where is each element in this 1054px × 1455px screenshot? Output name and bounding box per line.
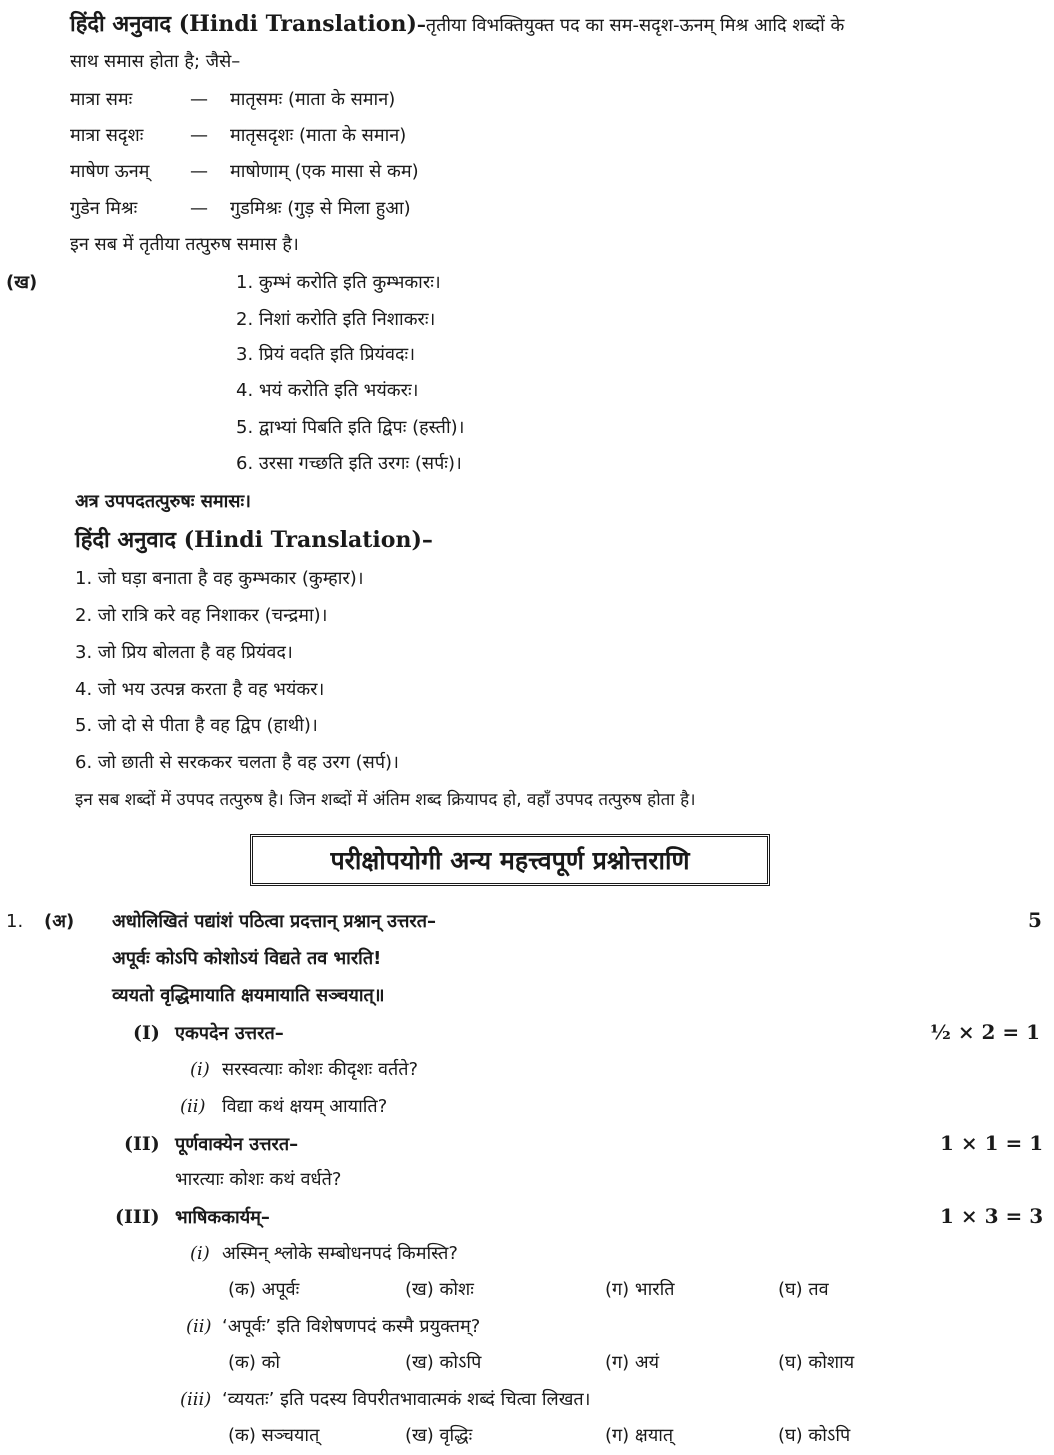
verse-line-2: व्ययतो वृद्धिमायाति क्षयमायाति सञ्चयात्॥ bbox=[112, 985, 385, 1006]
option bbox=[778, 1277, 829, 1301]
sub-question-text: विद्या कथं क्षयम् आयाति? bbox=[222, 1096, 388, 1117]
list-item: 6. जो छाती से सरककर चलता है वह उरग (सर्प)। bbox=[75, 752, 399, 773]
sub-question-number: (ii) bbox=[186, 1316, 212, 1337]
list-item: 6. उरसा गच्छति इति उरगः (सर्पः)। bbox=[236, 453, 462, 474]
list-item: 5. जो दो से पीता है वह द्विप (हाथी)। bbox=[75, 715, 318, 736]
translation-2-heading: हिंदी अनुवाद (Hindi Translation)– bbox=[75, 527, 433, 553]
option bbox=[778, 1423, 850, 1447]
part-III-title: भाषिककार्यम्– bbox=[175, 1207, 270, 1228]
option bbox=[778, 1350, 854, 1374]
sub-question-number: (i) bbox=[190, 1243, 210, 1264]
option-value: कोऽपि bbox=[808, 1425, 851, 1446]
sub-question-text: सरस्वत्याः कोशः कीदृशः वर्तते? bbox=[222, 1059, 419, 1080]
option bbox=[405, 1350, 481, 1374]
translation-2-conclusion: इन सब शब्दों में उपपद तत्पुरुष है। जिन शब्दों में अंतिम शब्द क्रियापद हो, वहाँ उपपद तत्पुरुष होता है। bbox=[75, 790, 696, 810]
option-value: भारति bbox=[634, 1279, 675, 1300]
part-I-title: एकपदेन उत्तरत– bbox=[175, 1023, 284, 1044]
part-II-label: (II) bbox=[124, 1133, 160, 1155]
compound-row-left: मात्रा सदृशः bbox=[70, 125, 144, 146]
option bbox=[605, 1423, 673, 1447]
option-value: तव bbox=[808, 1279, 829, 1300]
question-part-label: (अ) bbox=[44, 911, 75, 932]
list-item: 2. जो रात्रि करे वह निशाकर (चन्द्रमा)। bbox=[75, 605, 328, 626]
part-III-marks: 1 × 3 = 3 bbox=[940, 1204, 1044, 1228]
section-title: परीक्षोपयोगी अन्य महत्त्वपूर्ण प्रश्नोत्तराणि bbox=[330, 846, 690, 875]
compound-row-dash: — bbox=[190, 198, 208, 219]
part-I-marks: ½ × 2 = 1 bbox=[930, 1020, 1041, 1044]
translation-1-intro-line2: साथ समास होता है; जैसे– bbox=[70, 51, 241, 72]
option-key: (ग) bbox=[605, 1425, 630, 1446]
sub-question-text: अस्मिन् श्लोके सम्बोधनपदं किमस्ति? bbox=[222, 1243, 458, 1264]
option bbox=[228, 1423, 319, 1447]
part-III-label: (III) bbox=[115, 1206, 160, 1228]
option-key: (ख) bbox=[405, 1279, 434, 1300]
option-value: कोशाय bbox=[808, 1352, 855, 1373]
option-key: (ग) bbox=[605, 1352, 630, 1373]
translation-1-heading-line bbox=[70, 10, 844, 38]
sub-question-text: ‘व्ययतः’ इति पदस्य विपरीतभावात्मकं शब्दं चित्वा लिखत। bbox=[222, 1389, 591, 1410]
compound-row-right: मातृसमः (माता के समान) bbox=[230, 89, 396, 110]
option-value: कोशः bbox=[439, 1279, 474, 1300]
sub-question-number: (i) bbox=[190, 1059, 210, 1080]
verse-line-1: अपूर्वः कोऽपि कोशोऽयं विद्यते तव भारति! bbox=[112, 948, 382, 969]
option-value: कोऽपि bbox=[439, 1352, 482, 1373]
section-kha-conclusion: अत्र उपपदतत्पुरुषः समासः। bbox=[75, 491, 251, 512]
translation-1-intro-line1: तृतीया विभक्तियुक्त पद का सम-सदृश-ऊनम् मिश्र आदि शब्दों के bbox=[425, 15, 845, 36]
compound-row-dash: — bbox=[190, 89, 208, 110]
option-key: (घ) bbox=[778, 1352, 803, 1373]
part-II-title: पूर्णवाक्येन उत्तरत– bbox=[175, 1134, 299, 1155]
list-item: 3. जो प्रिय बोलता है वह प्रियंवद। bbox=[75, 642, 293, 663]
question-instruction: अधोलिखितं पद्यांशं पठित्वा प्रदत्तान् प्रश्नान् उत्तरत– bbox=[112, 911, 437, 932]
list-item: 5. द्वाभ्यां पिबति इति द्विपः (हस्ती)। bbox=[236, 417, 465, 438]
translation-1-heading: हिंदी अनुवाद (Hindi Translation) bbox=[70, 11, 417, 37]
list-item: 4. भयं करोति इति भयंकरः। bbox=[236, 380, 419, 401]
option bbox=[405, 1423, 472, 1447]
option-key: (क) bbox=[228, 1425, 256, 1446]
option-key: (क) bbox=[228, 1279, 256, 1300]
part-I-label: (I) bbox=[133, 1022, 160, 1044]
option-value: क्षयात् bbox=[634, 1425, 674, 1446]
compound-row-right: मातृसदृशः (माता के समान) bbox=[230, 125, 407, 146]
option-key: (ख) bbox=[405, 1352, 434, 1373]
option bbox=[605, 1277, 675, 1301]
option-key: (घ) bbox=[778, 1279, 803, 1300]
option-value: वृद्धिः bbox=[439, 1425, 473, 1446]
section-kha-label: (ख) bbox=[6, 272, 38, 293]
question-marks: 5 bbox=[1028, 908, 1042, 932]
sub-question-number: (iii) bbox=[180, 1389, 212, 1410]
option bbox=[228, 1350, 280, 1374]
option-key: (घ) bbox=[778, 1425, 803, 1446]
option bbox=[605, 1350, 659, 1374]
compound-row-left: गुडेन मिश्रः bbox=[70, 198, 138, 219]
option bbox=[405, 1277, 474, 1301]
option-key: (ख) bbox=[405, 1425, 434, 1446]
option bbox=[228, 1277, 299, 1301]
option-key: (क) bbox=[228, 1352, 256, 1373]
compound-row-dash: — bbox=[190, 161, 208, 182]
compound-row-right: गुडमिश्रः (गुड़ से मिला हुआ) bbox=[230, 198, 411, 219]
heading-dash: – bbox=[416, 15, 426, 36]
list-item: 4. जो भय उत्पन्न करता है वह भयंकर। bbox=[75, 679, 325, 700]
sub-question-text: ‘अपूर्वः’ इति विशेषणपदं कस्मै प्रयुक्तम्? bbox=[222, 1316, 481, 1337]
sub-question-number: (ii) bbox=[180, 1096, 206, 1117]
list-item: 1. कुम्भं करोति इति कुम्भकारः। bbox=[236, 272, 441, 293]
compound-row-left: माषेण ऊनम् bbox=[70, 161, 150, 182]
option-value: सञ्चयात् bbox=[261, 1425, 320, 1446]
section-title-box bbox=[250, 834, 770, 886]
option-value: अपूर्वः bbox=[261, 1279, 300, 1300]
list-item: 1. जो घड़ा बनाता है वह कुम्भकार (कुम्हार)। bbox=[75, 568, 364, 589]
option-value: अयं bbox=[634, 1352, 660, 1373]
compound-row-dash: — bbox=[190, 125, 208, 146]
option-key: (ग) bbox=[605, 1279, 630, 1300]
option-value: को bbox=[261, 1352, 281, 1373]
list-item: 2. निशां करोति इति निशाकरः। bbox=[236, 309, 436, 330]
part-II-marks: 1 × 1 = 1 bbox=[940, 1131, 1044, 1155]
compound-row-left: मात्रा समः bbox=[70, 89, 133, 110]
question-number: 1. bbox=[6, 911, 24, 932]
list-item: 3. प्रियं वदति इति प्रियंवदः। bbox=[236, 344, 416, 365]
compound-row-right: माषोणाम् (एक मासा से कम) bbox=[230, 161, 419, 182]
translation-1-conclusion: इन सब में तृतीया तत्पुरुष समास है। bbox=[70, 234, 299, 255]
part-II-question: भारत्याः कोशः कथं वर्धते? bbox=[175, 1169, 342, 1190]
